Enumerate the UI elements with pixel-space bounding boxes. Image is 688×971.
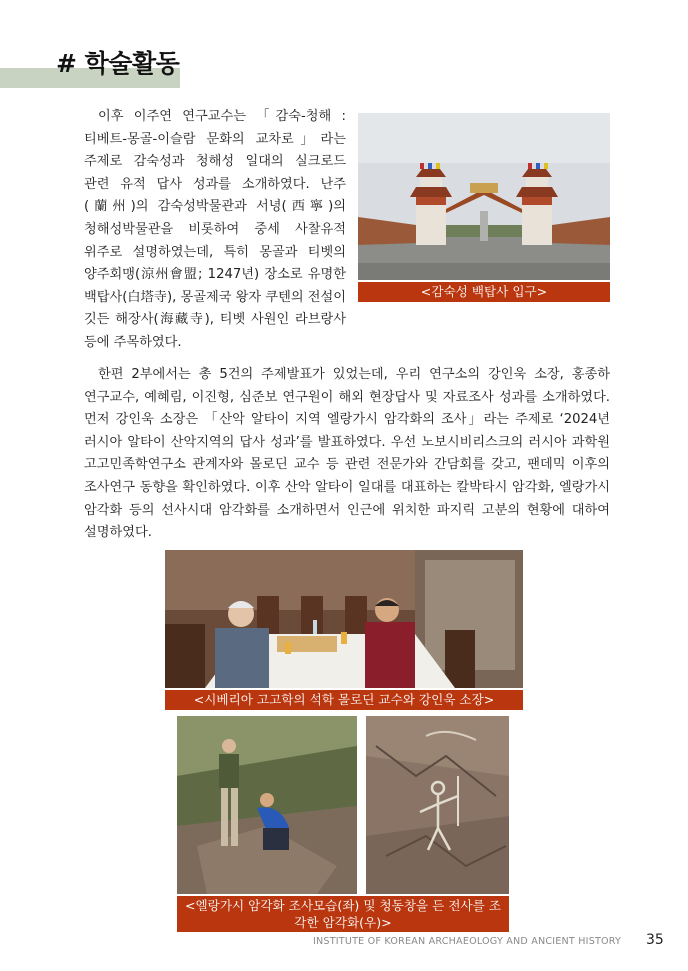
photo-meeting <box>165 550 523 688</box>
caption-meeting: <시베리아 고고학의 석학 몰로딘 교수와 강인욱 소장> <box>165 690 523 710</box>
section-heading: # 학술활동 <box>56 49 180 78</box>
photo-temple-gate <box>358 113 610 280</box>
footer-institute: INSTITUTE OF KOREAN ARCHAEOLOGY AND ANCIENT HISTORY <box>313 936 622 947</box>
photo-field-survey <box>177 716 357 894</box>
caption-survey: <엘랑가시 암각화 조사모습(좌) 및 청동창을 든 전사를 조각한 암각화(우)> <box>177 896 509 932</box>
caption-temple-gate: <감숙성 백탑사 입구> <box>358 282 610 302</box>
photo-petroglyph <box>366 716 509 894</box>
page-number: 35 <box>646 932 664 948</box>
paragraph-intro: 이후 이주연 연구교수는 「감숙-청해 : 티베트-몽골-이슬람 문화의 교차로」라는 주제로 감숙성과 청해성 일대의 실크로드 관련 유적 답사 성과를 소개하였다. 난주(蘭州)의 감숙성박물관과 서녕(西寧)의 청해성박물관을 비롯하여 중세 사찰유적 위주로 설명하였는데, 특히 몽골과 티벳의 양주회맹(涼州會盟; 1247년) 장소로 유명한 백탑사(白塔寺), 몽골제국 왕자 쿠텐의 전설이 깃든 해장사(海藏寺), 티벳 사원인 라브랑사 등에 주목하였다. <box>84 109 346 350</box>
paragraph-part2: 한편 2부에서는 총 5건의 주제발표가 있었는데, 우리 연구소의 강인욱 소장, 홍종하 연구교수, 예혜림, 이진형, 심준보 연구원이 해외 현장답사 및 자료조사 성과를 소개하였다. 먼저 강인욱 소장은 「산악 알타이 지역 엘랑가시 암각화의 조사」라는 주제로 ‘2024년 러시아 알타이 산악지역의 답사 성과’를 발표하였다. 우선 노보시비리스크의 러시아 과학원 고고민족학연구소 관계자와 몰로딘 교수 등 관련 전문가와 간담회를 갖고, 팬데믹 이후의 조사연구 동향을 확인하였다. 이후 산악 알타이 일대를 대표하는 칼박타시 암각화, 엘랑가시 암각화 등의 선사시대 암각화를 소개하면서 인근에 위치한 파지릭 고분의 현황에 대하여 설명하였다. <box>84 367 610 541</box>
